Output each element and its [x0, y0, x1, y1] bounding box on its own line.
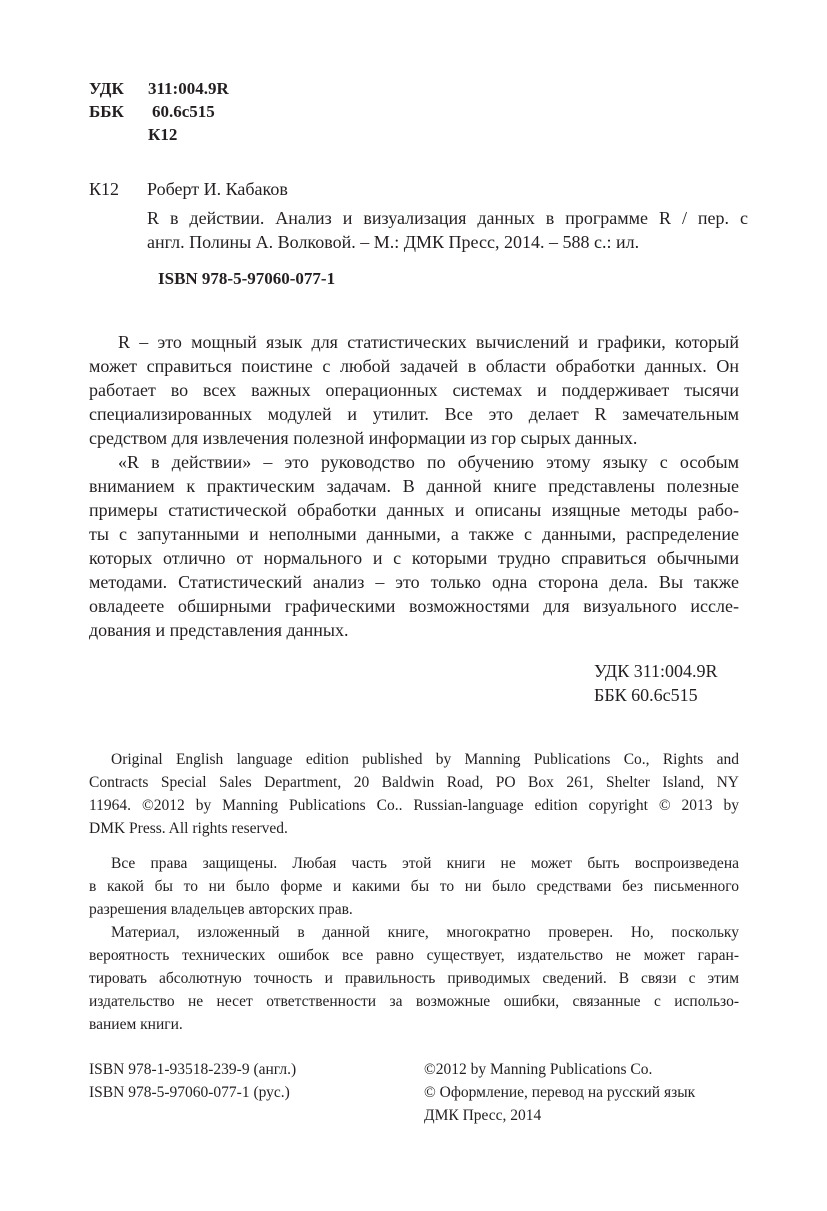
annotation-line: «R в действии» – это руководство по обучению этому языку с особым	[118, 452, 739, 472]
rights-notice	[89, 852, 739, 1036]
record-author: Роберт И. Кабаков	[147, 179, 288, 199]
record-description-line: англ. Полины А. Волковой. – М.: ДМК Пресс, 2014. – 588 с.: ил.	[147, 232, 640, 252]
udk-label: УДК	[89, 79, 124, 98]
classification-udk: УДК 311:004.9R	[594, 661, 718, 681]
original-edition-line: Original English language edition published by Manning Publications Co., Rights and	[111, 751, 739, 768]
annotation-line: ты с запутанными и неполными данными, а также с данными, распределение	[89, 524, 739, 544]
author-mark: К12	[148, 125, 178, 144]
copyright-translation: © Оформление, перевод на русский язык	[424, 1084, 696, 1101]
record-description	[147, 206, 748, 254]
original-edition-notice	[89, 748, 739, 840]
rights-line: разрешения владельцев авторских прав.	[89, 901, 353, 918]
rights-line: издательство не несет ответственности за возможные ошибки, связанные с использо-	[89, 993, 739, 1010]
rights-line: Материал, изложенный в данной книге, многократно проверен. Но, поскольку	[111, 924, 739, 941]
rights-line: Все права защищены. Любая часть этой книги не может быть воспроизведена	[111, 855, 739, 872]
annotation-line: которых отлично от нормального и с которыми трудно справиться обычными	[89, 548, 739, 568]
annotation-line: вниманием к практическим задачам. В данной книге представлены полезные	[89, 476, 739, 496]
copyright-publisher: ДМК Пресс, 2014	[424, 1107, 542, 1124]
rights-line: в какой бы то ни было форме и какими бы то ни было средствами без письменного	[89, 878, 739, 895]
record-isbn: ISBN 978-5-97060-077-1	[158, 269, 336, 288]
record-description-line: R в действии. Анализ и визуализация данных в программе R / пер. с	[147, 208, 748, 228]
annotation-line: овладеете обширными графическими возможностями для визуального иссле-	[89, 596, 739, 616]
bbk-label: ББК	[89, 102, 124, 121]
annotation-line: работает во всех важных операционных системах и поддерживает тысячи	[89, 380, 739, 400]
annotation-line: примеры статистической обработки данных и описаны изящные методы рабо-	[89, 500, 739, 520]
annotation-line: средством для извлечения полезной информации из гор сырых данных.	[89, 428, 638, 448]
isbn-russian: ISBN 978-5-97060-077-1 (рус.)	[89, 1084, 290, 1101]
annotation-line: может справиться поистине с любой задачей в области обработки данных. Он	[89, 356, 739, 376]
rights-line: ванием книги.	[89, 1016, 183, 1033]
annotation-line: дования и представления данных.	[89, 620, 349, 640]
annotation-line: специализированных модулей и утилит. Все это делает R замечательным	[89, 404, 739, 424]
annotation-line: методами. Статистический анализ – это только одна сторона дела. Вы также	[89, 572, 739, 592]
annotation-line: R – это мощный язык для статистических вычислений и графики, который	[118, 332, 739, 352]
classification-bbk: ББК 60.6с515	[594, 685, 698, 705]
rights-line: вероятность технических ошибок все равно существует, издательство не может гаран-	[89, 947, 739, 964]
original-edition-line: DMK Press. All rights reserved.	[89, 820, 288, 837]
udk-value: 311:004.9R	[148, 79, 229, 98]
copyright-original: ©2012 by Manning Publications Co.	[424, 1061, 653, 1078]
rights-line: тировать абсолютную точность и правильность приводимых сведений. В связи с этим	[89, 970, 739, 987]
isbn-english: ISBN 978-1-93518-239-9 (англ.)	[89, 1061, 297, 1078]
bbk-value: 60.6с515	[152, 102, 215, 121]
annotation	[89, 330, 739, 642]
original-edition-line: 11964. ©2012 by Manning Publications Co.. Russian-language edition copyright © 2013 by	[89, 797, 739, 814]
original-edition-line: Contracts Special Sales Department, 20 Baldwin Road, PO Box 261, Shelter Island, NY	[89, 774, 739, 791]
record-code: К12	[89, 179, 120, 199]
